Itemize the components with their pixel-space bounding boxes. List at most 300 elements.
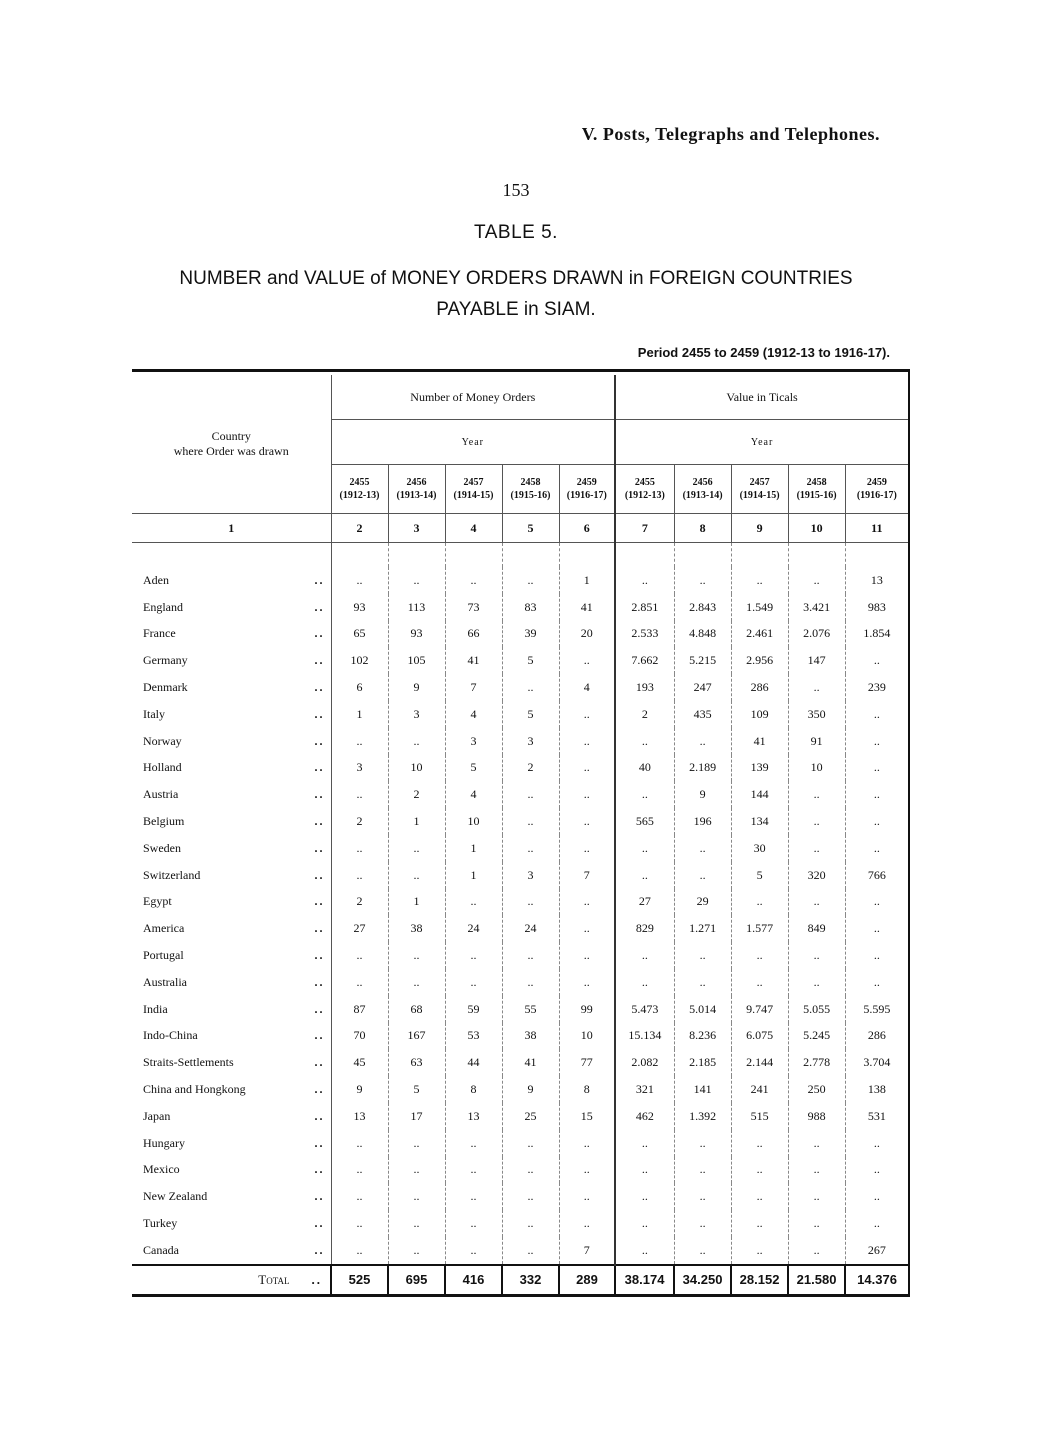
country-name: Egypt bbox=[143, 894, 172, 909]
number-cell: 70 bbox=[331, 1023, 388, 1050]
country-name: Portugal bbox=[143, 948, 184, 963]
country-column-header bbox=[132, 375, 331, 514]
value-group-header: Value in Ticals bbox=[615, 375, 908, 420]
value-cell: .. bbox=[731, 889, 788, 916]
value-cell: .. bbox=[788, 1130, 845, 1157]
number-cell: .. bbox=[502, 1210, 559, 1237]
number-cell: .. bbox=[331, 1183, 388, 1210]
number-cell: .. bbox=[502, 1237, 559, 1265]
leader-dots: .. bbox=[314, 572, 325, 587]
value-cell: .. bbox=[615, 567, 674, 594]
number-cell: 59 bbox=[445, 996, 502, 1023]
number-cell: .. bbox=[388, 1130, 445, 1157]
number-cell: .. bbox=[331, 1130, 388, 1157]
country-cell bbox=[132, 781, 331, 808]
value-year-column-header bbox=[615, 465, 674, 514]
period-note: Period 2455 to 2459 (1912-13 to 1916-17). bbox=[637, 345, 890, 360]
value-cell: 2.076 bbox=[788, 621, 845, 648]
number-cell: 3 bbox=[388, 701, 445, 728]
value-cell: 267 bbox=[845, 1237, 908, 1265]
leader-dots: .. bbox=[314, 1242, 325, 1257]
value-cell: .. bbox=[731, 969, 788, 996]
value-cell: .. bbox=[615, 1183, 674, 1210]
number-cell: 4 bbox=[445, 781, 502, 808]
number-cell: .. bbox=[331, 862, 388, 889]
value-cell: 27 bbox=[615, 889, 674, 916]
leader-dots: .. bbox=[314, 1001, 325, 1016]
value-cell: 5 bbox=[731, 862, 788, 889]
number-cell: 66 bbox=[445, 621, 502, 648]
value-cell: 5.473 bbox=[615, 996, 674, 1023]
number-cell: .. bbox=[445, 1157, 502, 1184]
table-row bbox=[132, 889, 908, 916]
value-cell: 1.854 bbox=[845, 621, 908, 648]
table-row bbox=[132, 567, 908, 594]
table-row bbox=[132, 781, 908, 808]
value-cell: 2.144 bbox=[731, 1049, 788, 1076]
value-cell: .. bbox=[674, 728, 731, 755]
country-name: France bbox=[143, 626, 176, 641]
number-cell: 1 bbox=[559, 567, 615, 594]
year-be: 2458 bbox=[520, 477, 541, 488]
number-cell: .. bbox=[331, 1157, 388, 1184]
number-cell: .. bbox=[445, 567, 502, 594]
leader-dots: .. bbox=[314, 1216, 325, 1231]
leader-dots: .. bbox=[314, 840, 325, 855]
value-cell: 41 bbox=[731, 728, 788, 755]
number-cell: 15 bbox=[559, 1103, 615, 1130]
year-ce: (1914-15) bbox=[739, 490, 780, 501]
year-be: 2455 bbox=[634, 477, 655, 488]
table-row bbox=[132, 1023, 908, 1050]
value-cell: .. bbox=[845, 755, 908, 782]
table-label: TABLE 5. bbox=[474, 222, 558, 243]
number-cell: 2 bbox=[331, 889, 388, 916]
country-name: America bbox=[143, 921, 185, 936]
country-name: Austria bbox=[143, 787, 179, 802]
number-cell: 53 bbox=[445, 1023, 502, 1050]
number-cell: .. bbox=[388, 1157, 445, 1184]
value-cell: .. bbox=[788, 1210, 845, 1237]
country-cell bbox=[132, 1183, 331, 1210]
country-name: Germany bbox=[143, 653, 188, 668]
number-cell: .. bbox=[331, 942, 388, 969]
table-header bbox=[132, 375, 908, 543]
number-cell: .. bbox=[502, 969, 559, 996]
number-cell: 102 bbox=[331, 647, 388, 674]
value-cell: 531 bbox=[845, 1103, 908, 1130]
year-ce: (1912-13) bbox=[624, 490, 665, 501]
value-cell: 10 bbox=[788, 755, 845, 782]
number-cell: 17 bbox=[388, 1103, 445, 1130]
country-cell bbox=[132, 1103, 331, 1130]
value-cell: .. bbox=[788, 1183, 845, 1210]
total-value-cell: 28.152 bbox=[731, 1265, 788, 1294]
value-cell: 350 bbox=[788, 701, 845, 728]
value-cell: 983 bbox=[845, 594, 908, 621]
value-cell: .. bbox=[731, 1183, 788, 1210]
leader-dots: .. bbox=[314, 948, 325, 963]
value-cell: 2.851 bbox=[615, 594, 674, 621]
number-cell: 7 bbox=[559, 862, 615, 889]
value-cell: 435 bbox=[674, 701, 731, 728]
leader-dots: .. bbox=[314, 1108, 325, 1123]
value-cell: 5.595 bbox=[845, 996, 908, 1023]
number-cell: .. bbox=[445, 1183, 502, 1210]
number-cell: 10 bbox=[559, 1023, 615, 1050]
value-cell: .. bbox=[615, 1130, 674, 1157]
value-cell: 241 bbox=[731, 1076, 788, 1103]
value-cell: 30 bbox=[731, 835, 788, 862]
country-name: Straits-Settlements bbox=[143, 1055, 234, 1070]
number-cell: 87 bbox=[331, 996, 388, 1023]
value-cell: 193 bbox=[615, 674, 674, 701]
country-cell bbox=[132, 862, 331, 889]
leader-dots: .. bbox=[314, 1189, 325, 1204]
value-cell: .. bbox=[615, 835, 674, 862]
number-cell: 25 bbox=[502, 1103, 559, 1130]
value-cell: 286 bbox=[731, 674, 788, 701]
value-cell: 1.577 bbox=[731, 915, 788, 942]
value-cell: .. bbox=[845, 835, 908, 862]
country-cell bbox=[132, 728, 331, 755]
country-name: Sweden bbox=[143, 840, 181, 855]
total-number-cell: 289 bbox=[559, 1265, 615, 1294]
table-row bbox=[132, 1183, 908, 1210]
country-cell bbox=[132, 1237, 331, 1265]
value-cell: 7.662 bbox=[615, 647, 674, 674]
country-name: England bbox=[143, 599, 183, 614]
value-cell: 2.082 bbox=[615, 1049, 674, 1076]
number-cell: 7 bbox=[445, 674, 502, 701]
number-cell: 38 bbox=[388, 915, 445, 942]
table-row bbox=[132, 701, 908, 728]
number-cell: .. bbox=[559, 647, 615, 674]
table-row bbox=[132, 1076, 908, 1103]
value-cell: .. bbox=[615, 1237, 674, 1265]
table-row bbox=[132, 969, 908, 996]
value-cell: .. bbox=[788, 835, 845, 862]
column-number: 7 bbox=[615, 514, 674, 543]
value-cell: .. bbox=[731, 567, 788, 594]
value-cell: .. bbox=[615, 781, 674, 808]
year-ce: (1913-14) bbox=[682, 490, 723, 501]
number-cell: 38 bbox=[502, 1023, 559, 1050]
year-ce: (1916-17) bbox=[566, 490, 607, 501]
number-cell: 93 bbox=[388, 621, 445, 648]
country-cell bbox=[132, 594, 331, 621]
table-row bbox=[132, 996, 908, 1023]
value-cell: 5.215 bbox=[674, 647, 731, 674]
number-cell: .. bbox=[445, 1210, 502, 1237]
country-cell bbox=[132, 674, 331, 701]
country-name: Australia bbox=[143, 974, 187, 989]
country-name: New Zealand bbox=[143, 1189, 208, 1204]
number-cell: .. bbox=[331, 1237, 388, 1265]
value-cell: 13 bbox=[845, 567, 908, 594]
value-cell: .. bbox=[674, 862, 731, 889]
country-cell bbox=[132, 567, 331, 594]
value-cell: 5.014 bbox=[674, 996, 731, 1023]
country-name: Aden bbox=[143, 572, 169, 587]
value-cell: .. bbox=[845, 808, 908, 835]
year-ce: (1913-14) bbox=[396, 490, 437, 501]
number-cell: 10 bbox=[445, 808, 502, 835]
number-cell: 5 bbox=[388, 1076, 445, 1103]
value-cell: .. bbox=[615, 1210, 674, 1237]
number-cell: 39 bbox=[502, 621, 559, 648]
leader-dots: .. bbox=[314, 974, 325, 989]
value-cell: 565 bbox=[615, 808, 674, 835]
number-cell: 65 bbox=[331, 621, 388, 648]
value-cell: 40 bbox=[615, 755, 674, 782]
country-name: Indo-China bbox=[143, 1028, 198, 1043]
value-cell: 766 bbox=[845, 862, 908, 889]
value-cell: 134 bbox=[731, 808, 788, 835]
value-cell: .. bbox=[674, 567, 731, 594]
year-ce: (1914-15) bbox=[453, 490, 494, 501]
column-number: 6 bbox=[559, 514, 615, 543]
number-cell: .. bbox=[388, 1237, 445, 1265]
number-cell: .. bbox=[502, 808, 559, 835]
value-cell: .. bbox=[731, 1157, 788, 1184]
number-cell: 24 bbox=[445, 915, 502, 942]
value-cell: 247 bbox=[674, 674, 731, 701]
number-cell: .. bbox=[445, 1237, 502, 1265]
country-cell bbox=[132, 942, 331, 969]
number-cell: 4 bbox=[445, 701, 502, 728]
leader-dots: .. bbox=[314, 680, 325, 695]
value-cell: 2.778 bbox=[788, 1049, 845, 1076]
leader-dots: .. bbox=[314, 653, 325, 668]
value-cell: 109 bbox=[731, 701, 788, 728]
number-group-header: Number of Money Orders bbox=[331, 375, 615, 420]
leader-dots: .. bbox=[311, 1271, 322, 1287]
number-cell: 73 bbox=[445, 594, 502, 621]
number-cell: 55 bbox=[502, 996, 559, 1023]
country-cell bbox=[132, 1076, 331, 1103]
value-cell: 1.271 bbox=[674, 915, 731, 942]
country-cell bbox=[132, 808, 331, 835]
value-year-column-header bbox=[845, 465, 908, 514]
table-row bbox=[132, 755, 908, 782]
leader-dots: .. bbox=[314, 894, 325, 909]
number-cell: 9 bbox=[388, 674, 445, 701]
table-row bbox=[132, 594, 908, 621]
value-cell: .. bbox=[615, 1157, 674, 1184]
table-row bbox=[132, 1049, 908, 1076]
year-be: 2457 bbox=[749, 477, 770, 488]
number-cell: 45 bbox=[331, 1049, 388, 1076]
number-cell: .. bbox=[445, 889, 502, 916]
country-name: Hungary bbox=[143, 1135, 185, 1150]
value-year-column-header bbox=[788, 465, 845, 514]
number-cell: .. bbox=[502, 674, 559, 701]
number-cell: 41 bbox=[559, 594, 615, 621]
column-number: 4 bbox=[445, 514, 502, 543]
value-cell: .. bbox=[674, 969, 731, 996]
value-cell: .. bbox=[674, 942, 731, 969]
number-cell: .. bbox=[331, 728, 388, 755]
value-cell: 4.848 bbox=[674, 621, 731, 648]
value-cell: .. bbox=[845, 969, 908, 996]
number-year-header: Year bbox=[331, 420, 615, 465]
value-cell: 29 bbox=[674, 889, 731, 916]
value-cell: 138 bbox=[845, 1076, 908, 1103]
number-cell: 5 bbox=[502, 647, 559, 674]
country-cell bbox=[132, 1049, 331, 1076]
number-year-column-header bbox=[388, 465, 445, 514]
value-cell: .. bbox=[845, 781, 908, 808]
leader-dots: .. bbox=[314, 706, 325, 721]
country-cell bbox=[132, 969, 331, 996]
value-cell: 6.075 bbox=[731, 1023, 788, 1050]
value-cell: .. bbox=[731, 1237, 788, 1265]
country-cell bbox=[132, 1130, 331, 1157]
number-cell: .. bbox=[388, 942, 445, 969]
total-label: Total bbox=[258, 1271, 290, 1287]
country-cell bbox=[132, 755, 331, 782]
total-number-cell: 416 bbox=[445, 1265, 502, 1294]
page-number: 153 bbox=[502, 180, 530, 200]
value-cell: .. bbox=[788, 969, 845, 996]
leader-dots: .. bbox=[314, 1135, 325, 1150]
value-cell: 91 bbox=[788, 728, 845, 755]
country-name: China and Hongkong bbox=[143, 1082, 246, 1097]
value-cell: 196 bbox=[674, 808, 731, 835]
number-cell: .. bbox=[388, 969, 445, 996]
number-cell: .. bbox=[445, 1130, 502, 1157]
value-cell: 9.747 bbox=[731, 996, 788, 1023]
country-cell bbox=[132, 1157, 331, 1184]
column-numbers-row bbox=[132, 514, 908, 543]
country-name: Japan bbox=[143, 1108, 171, 1123]
number-cell: 41 bbox=[502, 1049, 559, 1076]
table-title-line1: NUMBER and VALUE of MONEY ORDERS DRAWN in FOREIGN COUNTRIES bbox=[179, 268, 853, 289]
number-cell: .. bbox=[445, 942, 502, 969]
number-cell: 41 bbox=[445, 647, 502, 674]
total-value-cell: 14.376 bbox=[845, 1265, 908, 1294]
number-cell: .. bbox=[388, 1210, 445, 1237]
country-cell bbox=[132, 701, 331, 728]
number-cell: .. bbox=[331, 969, 388, 996]
number-cell: 93 bbox=[331, 594, 388, 621]
number-cell: .. bbox=[559, 835, 615, 862]
number-cell: .. bbox=[559, 755, 615, 782]
number-cell: .. bbox=[502, 781, 559, 808]
value-cell: 141 bbox=[674, 1076, 731, 1103]
year-be: 2459 bbox=[866, 477, 887, 488]
number-cell: 6 bbox=[331, 674, 388, 701]
value-cell: 8.236 bbox=[674, 1023, 731, 1050]
value-cell: 144 bbox=[731, 781, 788, 808]
leader-dots: .. bbox=[314, 867, 325, 882]
number-cell: .. bbox=[388, 567, 445, 594]
number-cell: 20 bbox=[559, 621, 615, 648]
number-cell: .. bbox=[388, 728, 445, 755]
number-cell: 68 bbox=[388, 996, 445, 1023]
country-name: Holland bbox=[143, 760, 182, 775]
number-cell: 1 bbox=[388, 889, 445, 916]
value-cell: .. bbox=[674, 1130, 731, 1157]
value-cell: .. bbox=[788, 889, 845, 916]
year-be: 2455 bbox=[349, 477, 370, 488]
money-orders-table bbox=[132, 375, 908, 1294]
value-cell: .. bbox=[731, 1210, 788, 1237]
number-cell: 5 bbox=[445, 755, 502, 782]
leader-dots: .. bbox=[314, 1028, 325, 1043]
number-cell: 9 bbox=[502, 1076, 559, 1103]
country-name: Denmark bbox=[143, 680, 188, 695]
number-cell: 8 bbox=[445, 1076, 502, 1103]
column-number: 2 bbox=[331, 514, 388, 543]
table-row bbox=[132, 862, 908, 889]
value-cell: 139 bbox=[731, 755, 788, 782]
value-cell: 2.956 bbox=[731, 647, 788, 674]
value-cell: 515 bbox=[731, 1103, 788, 1130]
number-cell: 1 bbox=[331, 701, 388, 728]
value-cell: .. bbox=[845, 1210, 908, 1237]
number-cell: 77 bbox=[559, 1049, 615, 1076]
number-cell: 13 bbox=[331, 1103, 388, 1130]
total-value-cell: 21.580 bbox=[788, 1265, 845, 1294]
country-cell bbox=[132, 915, 331, 942]
number-cell: 4 bbox=[559, 674, 615, 701]
number-year-column-header bbox=[331, 465, 388, 514]
table-row bbox=[132, 942, 908, 969]
value-cell: .. bbox=[788, 1237, 845, 1265]
value-cell: .. bbox=[615, 942, 674, 969]
value-cell: .. bbox=[615, 728, 674, 755]
table-body bbox=[132, 543, 908, 1294]
total-row bbox=[132, 1265, 908, 1294]
column-number: 1 bbox=[132, 514, 331, 543]
country-name: Belgium bbox=[143, 814, 185, 829]
number-cell: 1 bbox=[445, 835, 502, 862]
value-cell: .. bbox=[788, 942, 845, 969]
value-cell: .. bbox=[845, 889, 908, 916]
number-cell: .. bbox=[559, 942, 615, 969]
number-cell: 167 bbox=[388, 1023, 445, 1050]
value-year-column-header bbox=[731, 465, 788, 514]
leader-dots: .. bbox=[314, 733, 325, 748]
table-row bbox=[132, 674, 908, 701]
value-cell: 829 bbox=[615, 915, 674, 942]
leader-dots: .. bbox=[314, 921, 325, 936]
number-year-column-header bbox=[502, 465, 559, 514]
number-cell: .. bbox=[559, 728, 615, 755]
number-cell: 99 bbox=[559, 996, 615, 1023]
value-cell: 321 bbox=[615, 1076, 674, 1103]
number-cell: 3 bbox=[502, 728, 559, 755]
country-cell bbox=[132, 621, 331, 648]
value-cell: 9 bbox=[674, 781, 731, 808]
number-year-column-header bbox=[445, 465, 502, 514]
number-cell: 113 bbox=[388, 594, 445, 621]
number-cell: .. bbox=[559, 1157, 615, 1184]
value-cell: .. bbox=[845, 728, 908, 755]
table-row bbox=[132, 1210, 908, 1237]
leader-dots: .. bbox=[314, 599, 325, 614]
number-year-column-header bbox=[559, 465, 615, 514]
table-row bbox=[132, 728, 908, 755]
number-cell: .. bbox=[502, 1130, 559, 1157]
number-cell: 9 bbox=[331, 1076, 388, 1103]
number-cell: .. bbox=[502, 1183, 559, 1210]
value-cell: 15.134 bbox=[615, 1023, 674, 1050]
value-cell: 1.392 bbox=[674, 1103, 731, 1130]
value-cell: 3.704 bbox=[845, 1049, 908, 1076]
